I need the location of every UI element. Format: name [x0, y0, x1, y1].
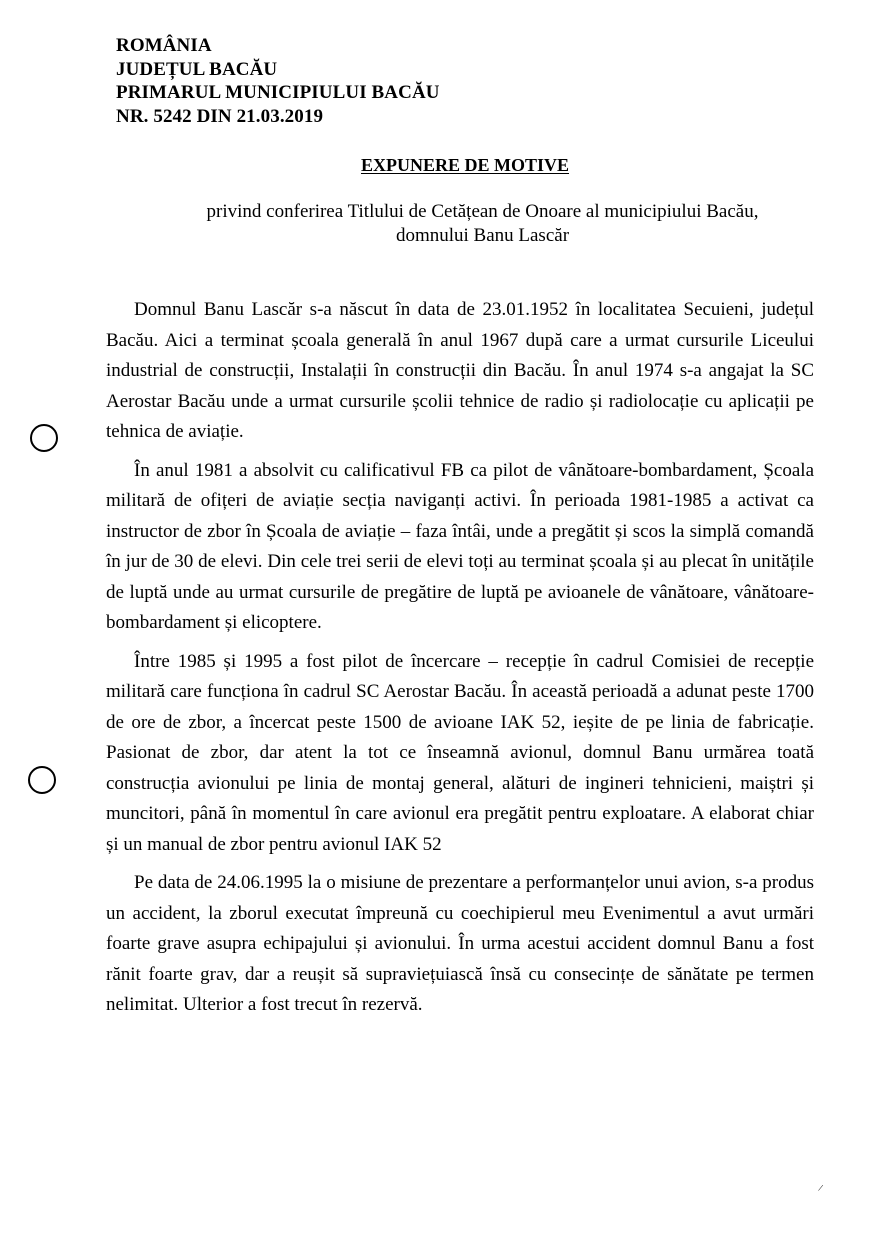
document-body: [106, 295, 814, 1029]
document-header: [116, 34, 440, 128]
paragraph-birth-education: Domnul Banu Lascăr s-a născut în data de 23.01.1952 în localitatea Secuieni, județul Bacău. Aici a terminat școala generală în anul 1967 după care a urmat cursurile Liceului industrial de construcții, Instalații în construcții din Bacău. În anul 1974 s-a angajat la SC Aerostar Bacău unde a urmat cursurile școlii tehnice de radio și radiolocație cu aplicații pe tehnica de aviație.: [106, 299, 814, 442]
punch-hole-icon: [30, 424, 58, 452]
header-registration-number: NR. 5242 DIN 21.03.2019: [116, 105, 324, 127]
paragraph-pilot-training: În anul 1981 a absolvit cu calificativul FB ca pilot de vânătoare-bombardament, Școala militară de ofițeri de aviație secția naviganți activi. În perioada 1981-1985 a activat ca instructor de zbor în Școala de aviație – faza întâi, unde a pregătit și scos la simplă comandă în jur de 30 de elevi. Din cele trei serii de elevi toți au terminat școala și au plecat în unitățile de luptă unde au urmat cursurile de pregătire de luptă pe avioanele de vânătoare, vânătoare-bombardament și elicoptere.: [106, 459, 814, 633]
subtitle-line-1: privind conferirea Titlului de Cetățean de Onoare al municipiului Bacău,: [206, 201, 759, 222]
document-title-text: EXPUNERE DE MOTIVE: [360, 155, 570, 175]
paragraph-test-pilot: Între 1985 și 1995 a fost pilot de încercare – recepție în cadrul Comisiei de recepție militară care funcționa în cadrul SC Aerostar Bacău. În această perioadă a adunat peste 1700 de ore de zbor, a încercat peste 1500 de avioane IAK 52, ieșite de pe linia de fabricație. Pasionat de zbor, dar atent la tot ce înseamnă avionul, domnul Banu urmărea toată construcția avionului pe linia de montaj general, alături de ingineri tehnicieni, maiștri și muncitori, până în momentul în care avionul era pregătit pentru exploatare. A elaborat chiar și un manual de zbor pentru avionul IAK 52: [106, 650, 814, 855]
punch-hole-icon: [28, 766, 56, 794]
margin-mark: /: [817, 1182, 824, 1195]
document-title: [0, 155, 887, 176]
header-county: JUDEȚUL BACĂU: [116, 58, 278, 80]
header-office: PRIMARUL MUNICIPIULUI BACĂU: [116, 82, 440, 103]
subtitle-line-2: domnului Banu Lascăr: [395, 225, 570, 246]
document-subtitle: [110, 200, 855, 248]
header-country: ROMÂNIA: [116, 35, 212, 56]
paragraph-accident: Pe data de 24.06.1995 la o misiune de prezentare a performanțelor unui avion, s-a produs un accident, la zborul executat împreună cu coechipierul meu Evenimentul a avut urmări foarte grave asupra echipajului și avionului. În urma acestui accident domnul Banu a fost rănit foarte grav, dar a reușit să supraviețuiască însă cu consecințe de sănătate pe termen nelimitat. Ulterior a fost trecut în rezervă.: [106, 872, 814, 1015]
